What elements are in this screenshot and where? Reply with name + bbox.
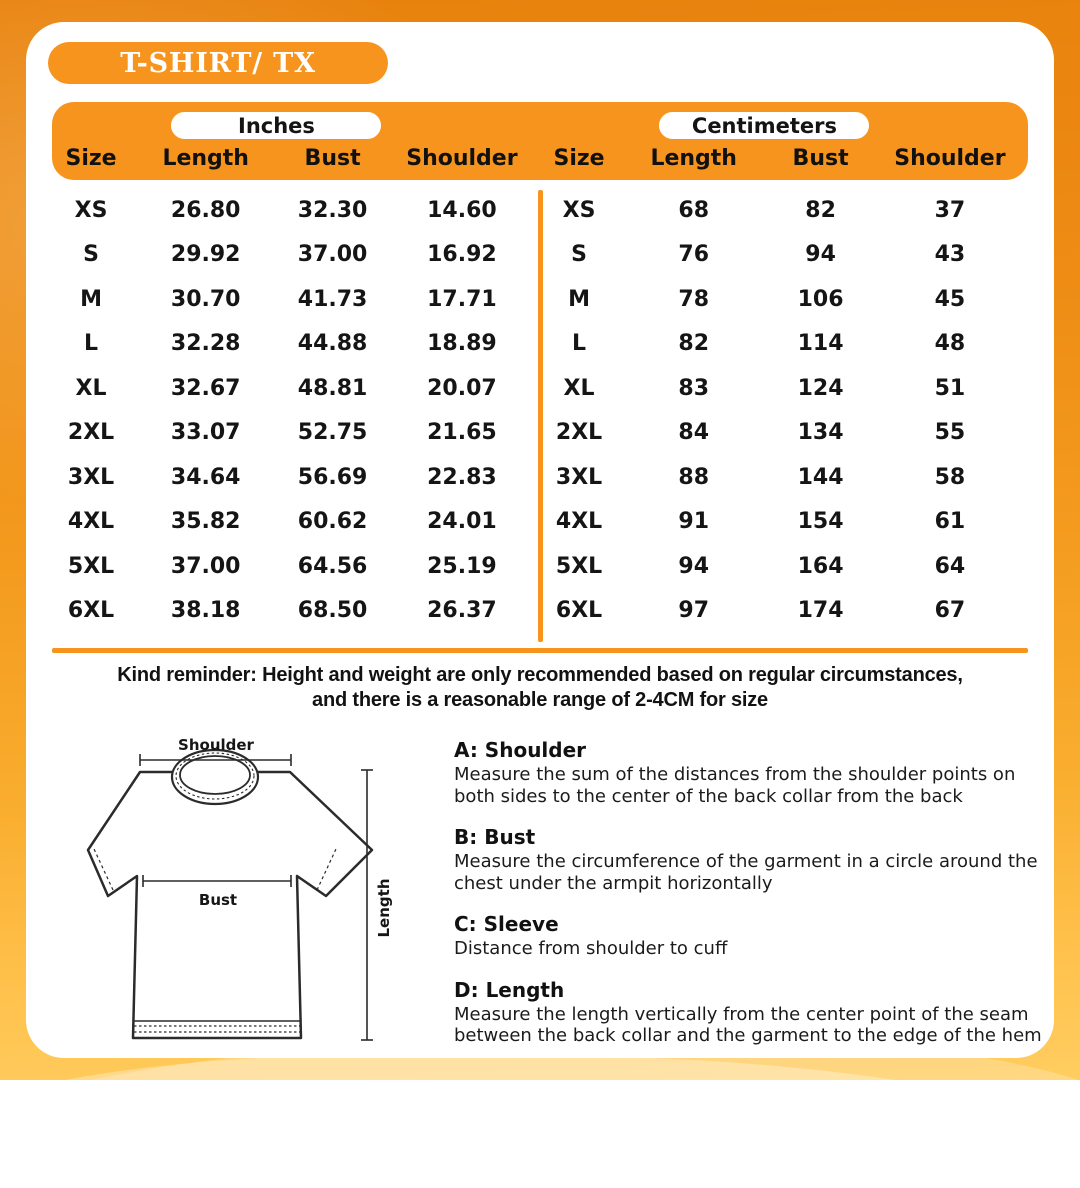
measurement-value: 26.80 bbox=[170, 197, 241, 223]
measurement-value: 114 bbox=[797, 331, 844, 357]
size-chart-card bbox=[26, 22, 1054, 1058]
guide-item-length bbox=[454, 978, 1042, 1047]
table-row bbox=[540, 411, 1028, 456]
measurement-value: 82 bbox=[678, 331, 710, 357]
measurement-value: 38.18 bbox=[170, 598, 241, 624]
size-label: 4XL bbox=[555, 509, 603, 535]
measurement-value: 16.92 bbox=[427, 242, 497, 268]
measurement-value: 56.69 bbox=[297, 464, 368, 490]
measurement-value: 144 bbox=[797, 464, 844, 490]
measurement-value: 106 bbox=[797, 286, 844, 312]
tshirt-diagram-svg bbox=[76, 730, 406, 1058]
table-vertical-divider bbox=[538, 190, 543, 642]
measurement-value: 55 bbox=[934, 420, 966, 446]
measurement-value: 37 bbox=[934, 197, 966, 223]
measurement-value: 61 bbox=[934, 509, 966, 535]
column-header-size: Size bbox=[553, 146, 605, 171]
guide-body: Measure the circumference of the garment in a circle around the chest under the armpit horizontally bbox=[454, 851, 1038, 894]
measurement-value: 83 bbox=[678, 375, 710, 401]
measurement-value: 17.71 bbox=[427, 286, 497, 312]
measurement-value: 84 bbox=[678, 420, 710, 446]
column-header-shoulder: Shoulder bbox=[406, 146, 518, 171]
table-header-centimeters bbox=[540, 102, 1028, 180]
size-label: XS bbox=[562, 197, 596, 223]
size-label: S bbox=[571, 242, 587, 268]
table-row bbox=[52, 188, 540, 233]
measurement-value: 51 bbox=[934, 375, 966, 401]
size-label: XS bbox=[74, 197, 108, 223]
size-label: M bbox=[568, 286, 590, 312]
size-label: XL bbox=[563, 375, 595, 401]
guide-body: Distance from shoulder to cuff bbox=[454, 938, 728, 959]
measurement-value: 91 bbox=[678, 509, 710, 535]
table-row bbox=[540, 233, 1028, 278]
measurement-value: 14.60 bbox=[427, 197, 497, 223]
measurement-value: 33.07 bbox=[170, 420, 241, 446]
kind-reminder bbox=[26, 663, 1054, 713]
table-row bbox=[52, 544, 540, 589]
measurement-value: 45 bbox=[934, 286, 966, 312]
size-label: 6XL bbox=[67, 598, 115, 624]
table-row bbox=[52, 366, 540, 411]
column-header-shoulder: Shoulder bbox=[894, 146, 1006, 171]
page-title: T-SHIRT/ TX bbox=[120, 47, 316, 79]
measurement-value: 44.88 bbox=[297, 331, 368, 357]
measurement-value: 20.07 bbox=[427, 375, 497, 401]
table-row bbox=[52, 322, 540, 367]
size-label: M bbox=[80, 286, 102, 312]
table-row bbox=[52, 277, 540, 322]
measurement-value: 78 bbox=[678, 286, 710, 312]
size-label: S bbox=[83, 242, 99, 268]
column-header-size: Size bbox=[65, 146, 117, 171]
measurement-value: 32.30 bbox=[297, 197, 368, 223]
guide-body: Measure the length vertically from the center point of the seam between the back collar and the garment to the edge of the hem bbox=[454, 1003, 1042, 1046]
size-label: 6XL bbox=[555, 598, 603, 624]
measurement-value: 48.81 bbox=[297, 375, 368, 401]
table-body-centimeters bbox=[540, 188, 1028, 633]
measurement-value: 43 bbox=[934, 242, 966, 268]
reminder-line-1: Kind reminder: Height and weight are only recommended based on regular circumstances, bbox=[117, 664, 963, 686]
guide-item-bust bbox=[454, 825, 1042, 894]
guide-heading: D: Length bbox=[454, 977, 565, 1002]
table-row bbox=[540, 500, 1028, 545]
guide-item-shoulder bbox=[454, 738, 1042, 807]
table-row bbox=[52, 455, 540, 500]
measurement-value: 60.62 bbox=[297, 509, 368, 535]
table-row bbox=[540, 589, 1028, 634]
table-row bbox=[540, 544, 1028, 589]
table-body-inches bbox=[52, 188, 540, 633]
table-row bbox=[540, 322, 1028, 367]
table-bottom-divider bbox=[52, 648, 1028, 653]
measurement-value: 29.92 bbox=[170, 242, 241, 268]
column-header-length: Length bbox=[650, 146, 737, 171]
guide-heading: C: Sleeve bbox=[454, 912, 559, 936]
measurement-value: 154 bbox=[797, 509, 844, 535]
measurement-value: 64.56 bbox=[297, 553, 368, 579]
measurement-value: 64 bbox=[934, 553, 966, 579]
measurement-value: 32.67 bbox=[170, 375, 241, 401]
guide-heading: B: Bust bbox=[454, 825, 536, 849]
column-header-length: Length bbox=[162, 146, 249, 171]
measurement-value: 82 bbox=[805, 197, 836, 223]
size-label: 2XL bbox=[67, 420, 115, 446]
column-header-bust: Bust bbox=[304, 146, 361, 171]
size-label: L bbox=[84, 331, 99, 357]
table-row bbox=[540, 277, 1028, 322]
bust-dim-label: Bust bbox=[198, 891, 238, 909]
shoulder-dim-label: Shoulder bbox=[178, 736, 254, 754]
measurement-value: 24.01 bbox=[427, 509, 497, 535]
measurement-value: 58 bbox=[934, 464, 966, 490]
size-label: XL bbox=[75, 375, 107, 401]
table-header bbox=[52, 102, 1028, 180]
measurement-value: 21.65 bbox=[427, 420, 497, 446]
unit-pill-centimeters: Centimeters bbox=[659, 112, 869, 139]
measurement-value: 37.00 bbox=[297, 242, 368, 268]
guide-item-sleeve bbox=[454, 912, 1042, 960]
measurement-value: 88 bbox=[678, 464, 710, 490]
table-header-inches bbox=[52, 102, 540, 180]
column-headers-inches bbox=[52, 146, 540, 171]
size-label: 3XL bbox=[555, 464, 603, 490]
measurement-value: 174 bbox=[797, 598, 844, 624]
guide-body: Measure the sum of the distances from the shoulder points on both sides to the center of the back collar from the back bbox=[454, 764, 1016, 807]
column-headers-centimeters bbox=[540, 146, 1028, 171]
length-dim-label: Length bbox=[375, 878, 393, 938]
guide-heading: A: Shoulder bbox=[454, 738, 587, 762]
measurement-value: 30.70 bbox=[170, 286, 241, 312]
measurement-value: 164 bbox=[797, 553, 844, 579]
measurement-value: 52.75 bbox=[297, 420, 368, 446]
measurement-value: 41.73 bbox=[297, 286, 368, 312]
title-badge bbox=[48, 42, 388, 84]
measurement-value: 18.89 bbox=[427, 331, 497, 357]
size-label: 2XL bbox=[555, 420, 603, 446]
measurement-value: 22.83 bbox=[427, 464, 497, 490]
measurement-value: 26.37 bbox=[427, 598, 497, 624]
measurement-value: 25.19 bbox=[427, 553, 497, 579]
size-label: 5XL bbox=[555, 553, 603, 579]
collar-inner bbox=[180, 756, 250, 794]
measurement-value: 94 bbox=[678, 553, 710, 579]
measurement-value: 37.00 bbox=[170, 553, 241, 579]
size-label: L bbox=[572, 331, 587, 357]
column-header-bust: Bust bbox=[792, 146, 849, 171]
table-row bbox=[52, 500, 540, 545]
measurement-value: 32.28 bbox=[170, 331, 241, 357]
size-label: 3XL bbox=[67, 464, 115, 490]
table-row bbox=[52, 411, 540, 456]
size-label: 4XL bbox=[67, 509, 115, 535]
size-label: 5XL bbox=[67, 553, 115, 579]
measurement-value: 124 bbox=[797, 375, 844, 401]
table-row bbox=[540, 455, 1028, 500]
measurement-value: 94 bbox=[805, 242, 836, 268]
measurement-value: 34.64 bbox=[170, 464, 241, 490]
measurement-value: 68.50 bbox=[297, 598, 368, 624]
reminder-line-2: and there is a reasonable range of 2-4CM for size bbox=[312, 689, 768, 711]
measurement-value: 35.82 bbox=[170, 509, 241, 535]
table-row bbox=[540, 366, 1028, 411]
unit-pill-inches: Inches bbox=[171, 112, 381, 139]
measurement-value: 67 bbox=[934, 598, 966, 624]
measurement-value: 97 bbox=[678, 598, 710, 624]
measurement-value: 68 bbox=[678, 197, 710, 223]
table-row bbox=[52, 589, 540, 634]
table-row bbox=[540, 188, 1028, 233]
tshirt-measurement-diagram bbox=[76, 730, 406, 1058]
measurement-value: 76 bbox=[678, 242, 710, 268]
measurement-value: 134 bbox=[797, 420, 844, 446]
table-row bbox=[52, 233, 540, 278]
measurement-guide bbox=[454, 738, 1042, 1058]
measurement-value: 48 bbox=[934, 331, 966, 357]
